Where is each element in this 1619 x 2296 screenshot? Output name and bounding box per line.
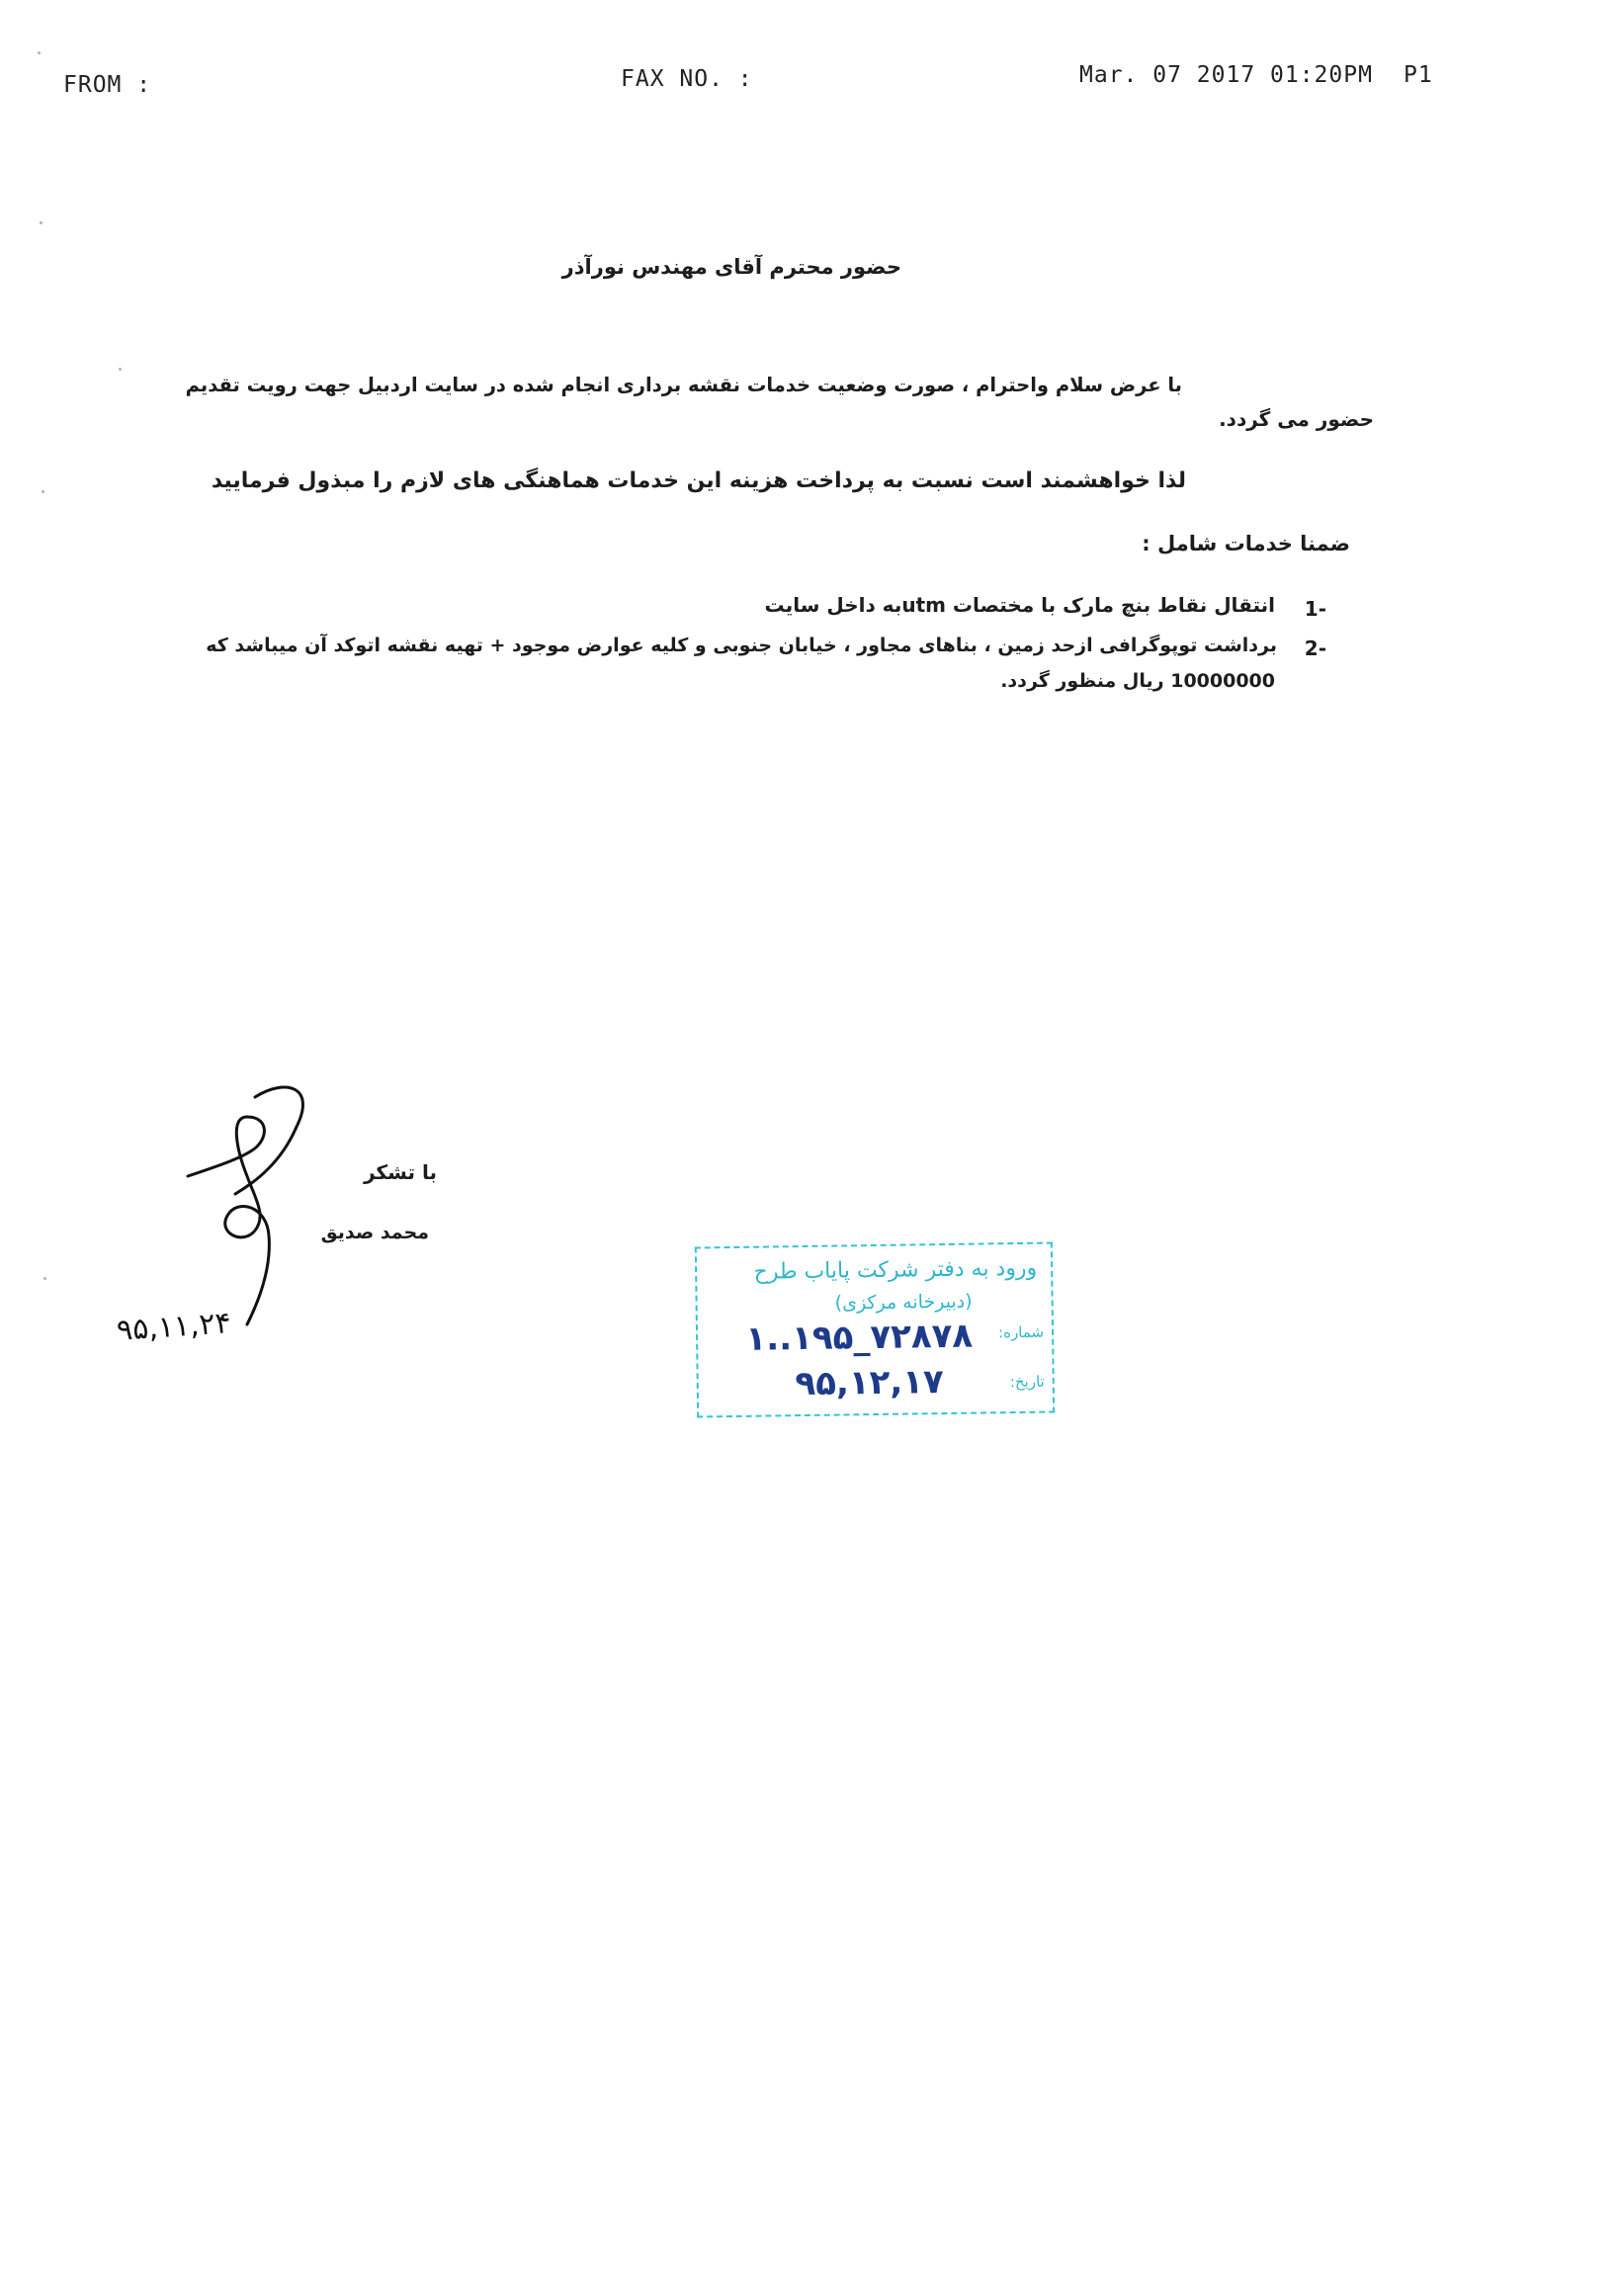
scan-speck — [119, 368, 122, 371]
sender-name: محمد صدیق — [320, 1222, 429, 1243]
body-paragraph-1-line-2: حضور می گردد. — [1219, 407, 1374, 431]
scan-speck — [38, 51, 41, 54]
fax-datetime: Mar. 07 2017 01:20PM — [1079, 62, 1373, 88]
service-item-2-line-2: 10000000 ریال منظور گردد. — [1000, 670, 1275, 692]
fax-number-label: FAX NO. : — [621, 66, 753, 92]
fax-from-label: FROM : — [63, 72, 152, 98]
handwritten-date: ۹۵,۱۱,۲۴ — [115, 1306, 232, 1348]
reception-stamp — [695, 1241, 1055, 1417]
body-paragraph-1-line-1: با عرض سلام واحترام ، صورت وضعیت خدمات نقشه برداری انجام شده در سایت اردبیل جهت رویت تقدیم — [185, 374, 1182, 396]
stamp-title: ورود به دفتر شرکت پایاب طرح — [753, 1255, 1038, 1285]
service-item-2-number: 2- — [1304, 637, 1326, 660]
scan-speck — [43, 1277, 46, 1280]
scan-speck — [40, 221, 43, 224]
stamp-subtitle: (دبیرخانه مرکزی) — [834, 1290, 973, 1315]
services-heading: ضمنا خدمات شامل : — [1142, 532, 1350, 555]
stamp-number-label: شماره: — [997, 1322, 1045, 1342]
service-item-1-text: انتقال نقاط بنچ مارک با مختصات utmبه داخل سایت — [764, 593, 1275, 617]
fax-page-number: P1 — [1404, 62, 1433, 88]
stamp-number-value: ۱..۱۹۵_۷۲۸۷۸ — [745, 1316, 974, 1359]
stamp-date-label: تاریخ: — [1009, 1372, 1045, 1392]
body-paragraph-2: لذا خواهشمند است نسبت به پرداخت هزینه این خدمات هماهنگی های لازم را مبذول فرمایید — [211, 468, 1186, 493]
service-item-2-line-1: برداشت توپوگرافی ازحد زمین ، بناهای مجاور ، خیابان جنوبی و کلیه عوارض موجود + تهیه نقشه اتوکد آن میباشد که — [206, 635, 1277, 656]
handwritten-signature — [178, 1067, 336, 1344]
salutation: حضور محترم آقای مهندس نورآذر — [561, 255, 901, 279]
service-item-1-number: 1- — [1304, 597, 1326, 621]
scan-speck — [42, 490, 44, 493]
closing-thanks: با تشکر — [364, 1160, 437, 1184]
stamp-date-value: ۹۵,۱۲,۱۷ — [795, 1362, 945, 1404]
